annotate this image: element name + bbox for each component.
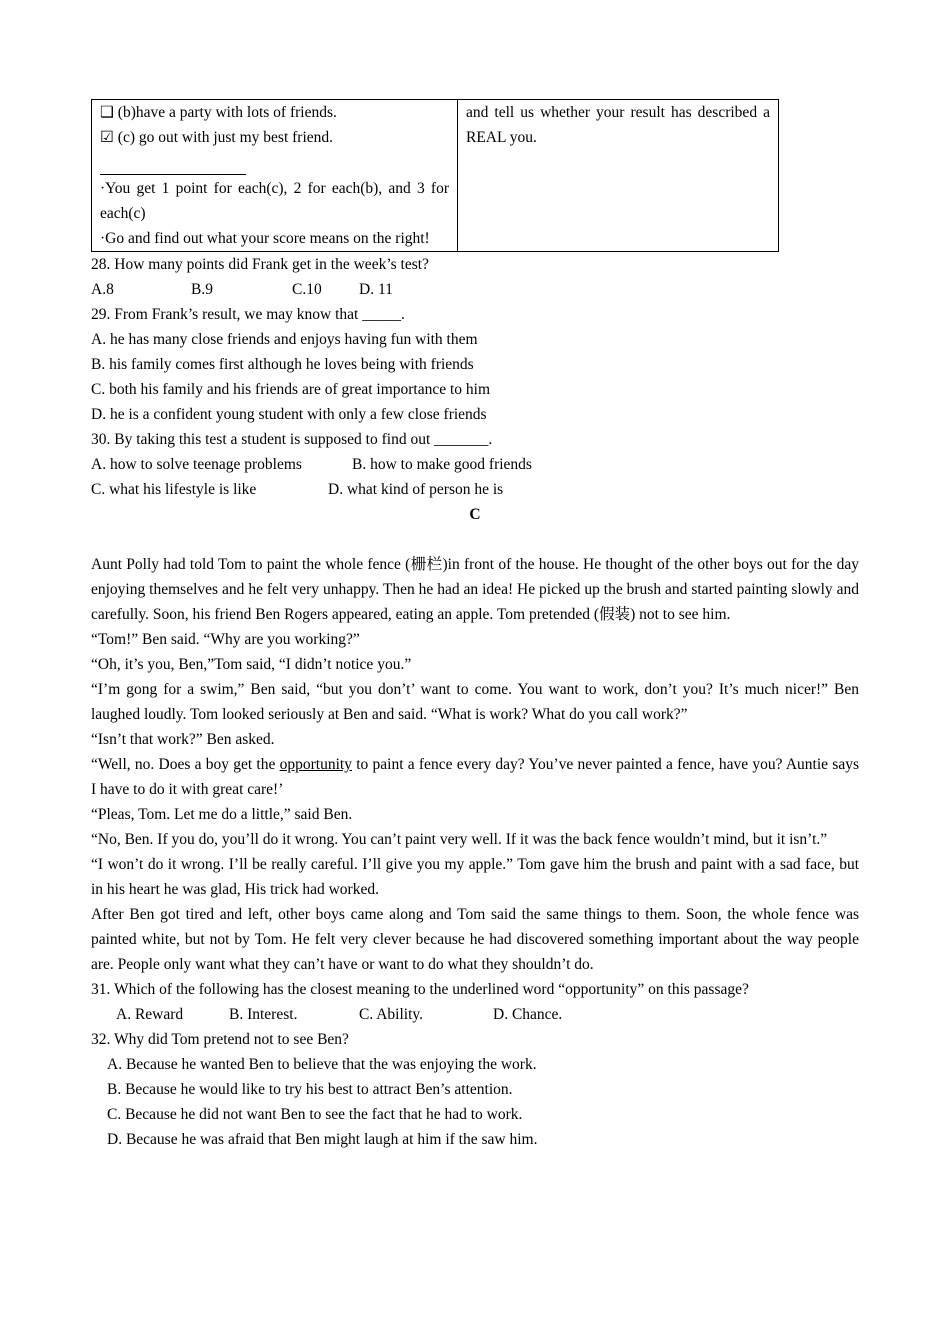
passage-paragraph: “No, Ben. If you do, you’ll do it wrong. You can’t paint very well. If it was the back fence wouldn’t mind, but it isn’t.” xyxy=(91,831,828,848)
reading-passage xyxy=(91,552,859,977)
question-stem: 29. From Frank’s result, we may know that _____. xyxy=(91,306,405,323)
option-c-line xyxy=(100,125,449,150)
question-32 xyxy=(91,1027,859,1152)
result-instruction: and tell us whether your result has described a REAL you. xyxy=(466,104,770,146)
passage-paragraph: “Pleas, Tom. Let me do a little,” said Ben. xyxy=(91,806,353,823)
option-b-text: (b)have a party with lots of friends. xyxy=(117,104,337,121)
passage-paragraph: “Oh, it’s you, Ben,”Tom said, “I didn’t notice you.” xyxy=(91,656,412,673)
scoring-note-2: ·Go and find out what your score means on the right! xyxy=(100,230,430,247)
document-content xyxy=(91,99,859,1152)
checkbox-empty-icon: ❑ xyxy=(100,104,114,121)
passage-paragraph: “Tom!” Ben said. “Why are you working?” xyxy=(91,631,360,648)
question-options xyxy=(91,277,859,302)
option-d: D. Chance. xyxy=(493,1006,563,1023)
option-d: D. 11 xyxy=(359,281,393,298)
question-stem: 31. Which of the following has the closest meaning to the underlined word “opportunity” on this passage? xyxy=(91,981,749,998)
option-d: D. Because he was afraid that Ben might laugh at him if the saw him. xyxy=(107,1131,538,1148)
option-c: C. Because he did not want Ben to see the fact that he had to work. xyxy=(107,1106,523,1123)
passage-text: “Well, no. Does a boy get the xyxy=(91,756,280,773)
score-table-left-cell xyxy=(92,100,458,252)
passage-paragraph xyxy=(91,752,859,802)
options-row-1 xyxy=(91,452,859,477)
option-c: C.10 xyxy=(292,281,322,298)
option-b-line xyxy=(100,100,449,125)
scoring-note-1: ·You get 1 point for each(c), 2 for each(b), and 3 for each(c) xyxy=(100,180,449,222)
option-c: C. what his lifestyle is like xyxy=(91,481,257,498)
score-table xyxy=(91,99,779,252)
passage-paragraph: “I won’t do it wrong. I’ll be really careful. I’ll give you my apple.” Tom gave him the brush and paint with a sad face, but in his heart he was glad, His trick had worked. xyxy=(91,856,859,898)
option-b: B. Interest. xyxy=(229,1006,298,1023)
option-a: A.8 xyxy=(91,281,114,298)
option-c: C. both his family and his friends are of great importance to him xyxy=(91,381,491,398)
option-d: D. what kind of person he is xyxy=(328,481,504,498)
answer-blank-line xyxy=(100,150,246,175)
option-a: A. Because he wanted Ben to believe that the was enjoying the work. xyxy=(107,1056,537,1073)
option-d: D. he is a confident young student with only a few close friends xyxy=(91,406,487,423)
question-stem: 32. Why did Tom pretend not to see Ben? xyxy=(91,1031,349,1048)
options-row-2 xyxy=(91,477,859,502)
option-a: A. he has many close friends and enjoys having fun with them xyxy=(91,331,478,348)
option-c-text: (c) go out with just my best friend. xyxy=(117,129,334,146)
passage-paragraph: “I’m gong for a swim,” Ben said, “but you don’t’ want to come. You want to work, don’t you? It’s much nicer!” Ben laughed loudly. Tom looked seriously at Ben and said. “What is work? What do you call work?” xyxy=(91,681,859,723)
question-stem: 30. By taking this test a student is supposed to find out _______. xyxy=(91,431,493,448)
option-a: A. how to solve teenage problems xyxy=(91,456,302,473)
option-b: B.9 xyxy=(191,281,213,298)
question-28 xyxy=(91,252,859,302)
option-c: C. Ability. xyxy=(359,1006,424,1023)
checkbox-checked-icon: ☑ xyxy=(100,129,114,146)
score-table-right-cell xyxy=(458,100,779,252)
underlined-word-opportunity: opportunity xyxy=(279,756,352,773)
option-b: B. his family comes first although he loves being with friends xyxy=(91,356,474,373)
passage-paragraph: Aunt Polly had told Tom to paint the whole fence (栅栏)in front of the house. He thought of the other boys out for the day enjoying themselves and he felt very unhappy. Then he had an idea! He picked up the brush and started painting slowly and carefully. Soon, his friend Ben Rogers appeared, eating an apple. Tom pretended (假装) not to see him. xyxy=(91,556,859,623)
option-b: B. Because he would like to try his best to attract Ben’s attention. xyxy=(107,1081,513,1098)
option-b: B. how to make good friends xyxy=(352,456,532,473)
passage-paragraph: After Ben got tired and left, other boys came along and Tom said the same things to them. Soon, the whole fence was painted white, but not by Tom. He felt very clever because he had discovered something important about the way people are. People only want what they can’t have or want to do what they shouldn’t do. xyxy=(91,906,859,973)
question-31 xyxy=(91,977,859,1027)
question-stem: 28. How many points did Frank get in the week’s test? xyxy=(91,256,429,273)
question-29 xyxy=(91,302,859,427)
passage-text: to paint a fence every day? You’ve never painted a fence, have you? Auntie says I have to do it with great care!’ xyxy=(91,756,859,798)
question-30 xyxy=(91,427,859,502)
question-options xyxy=(91,1002,859,1027)
section-heading-c: C xyxy=(469,506,481,523)
option-a: A. Reward xyxy=(116,1006,184,1023)
passage-paragraph: “Isn’t that work?” Ben asked. xyxy=(91,731,275,748)
